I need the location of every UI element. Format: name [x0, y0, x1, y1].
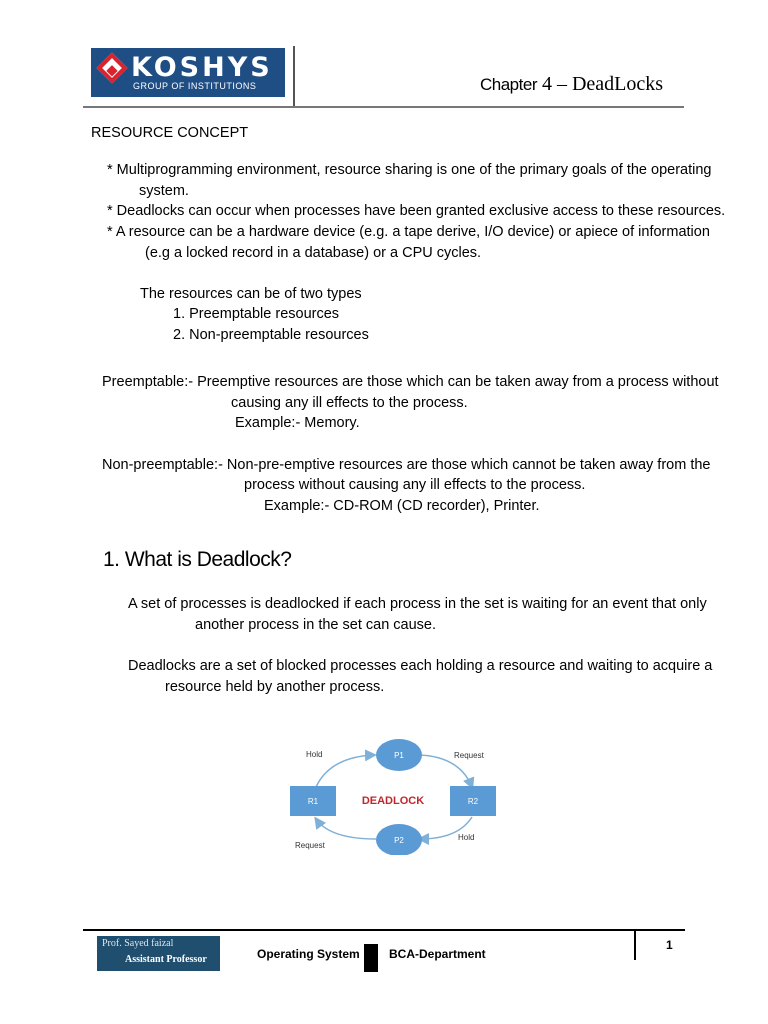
nonpreemptable-line: Non-preemptable:- Non-pre-emptive resources are those which cannot be taken away from the [102, 457, 711, 473]
definition-line: resource held by another process. [165, 679, 385, 695]
deadlock-heading: 1. What is Deadlock? [103, 548, 292, 571]
process-label-p1: P1 [394, 751, 404, 760]
footer-divider-vertical [634, 931, 636, 960]
type-item: 1. Preemptable resources [173, 306, 340, 322]
logo-name: KOSHYS [131, 52, 273, 83]
author-title: Assistant Professor [125, 954, 207, 965]
author-name: Prof. Sayed faizal [102, 938, 174, 949]
process-label-p2: P2 [394, 836, 404, 845]
logo-subtitle: GROUP OF INSTITUTIONS [133, 81, 257, 91]
definition-line: A set of processes is deadlocked if each process in the set is waiting for an event that only [128, 596, 707, 612]
request-label-bottom: Request [295, 841, 325, 850]
department-name: BCA-Department [389, 947, 486, 961]
hold-arrow-top [316, 755, 374, 787]
header-rule [83, 106, 684, 108]
chapter-rest: 4 – DeadLocks [541, 73, 664, 95]
author-badge [97, 936, 220, 971]
deadlock-center-label: DEADLOCK [361, 795, 425, 807]
deadlock-diagram [280, 735, 510, 855]
bullet-line: * Deadlocks can occur when processes have been granted exclusive access to these resources. [107, 203, 726, 219]
course-name: Operating System [257, 947, 360, 961]
chapter-word: Chapter [480, 75, 537, 94]
nonpreemptable-line: process without causing any ill effects to the process. [244, 477, 586, 493]
chapter-title [480, 73, 663, 96]
bullet-line: * A resource can be a hardware device (e.g. a tape derive, I/O device) or apiece of information [107, 224, 710, 240]
resource-label-r1: R1 [307, 797, 319, 806]
page-number: 1 [666, 938, 673, 952]
request-arrow-bottom [316, 819, 376, 839]
nonpreemptable-example: Example:- CD-ROM (CD recorder), Printer. [264, 498, 540, 514]
preemptable-line: Preemptable:- Preemptive resources are those which can be taken away from a process without [102, 374, 719, 390]
hold-label-bottom: Hold [458, 833, 475, 842]
type-item: 2. Non-preemptable resources [173, 327, 369, 343]
bullet-line: * Multiprogramming environment, resource sharing is one of the primary goals of the operating [107, 162, 712, 178]
preemptable-line: causing any ill effects to the process. [231, 395, 468, 411]
bullet-line: system. [139, 183, 189, 199]
request-label-top: Request [454, 751, 484, 760]
preemptable-example: Example:- Memory. [235, 415, 360, 431]
definition-line: another process in the set can cause. [195, 617, 437, 633]
definition-line: Deadlocks are a set of blocked processes each holding a resource and waiting to acquire a [128, 658, 713, 674]
diamond-logo-icon [96, 52, 127, 83]
types-intro: The resources can be of two types [140, 286, 362, 302]
resource-label-r2: R2 [467, 797, 479, 806]
hold-label-top: Hold [306, 750, 323, 759]
section-title: RESOURCE CONCEPT [91, 125, 249, 141]
bullet-line: (e.g a locked record in a database) or a CPU cycles. [145, 245, 482, 261]
header-divider-vertical [293, 46, 295, 106]
institution-logo [91, 48, 285, 97]
footer-rule [83, 929, 685, 931]
footer-separator-block [364, 944, 378, 972]
